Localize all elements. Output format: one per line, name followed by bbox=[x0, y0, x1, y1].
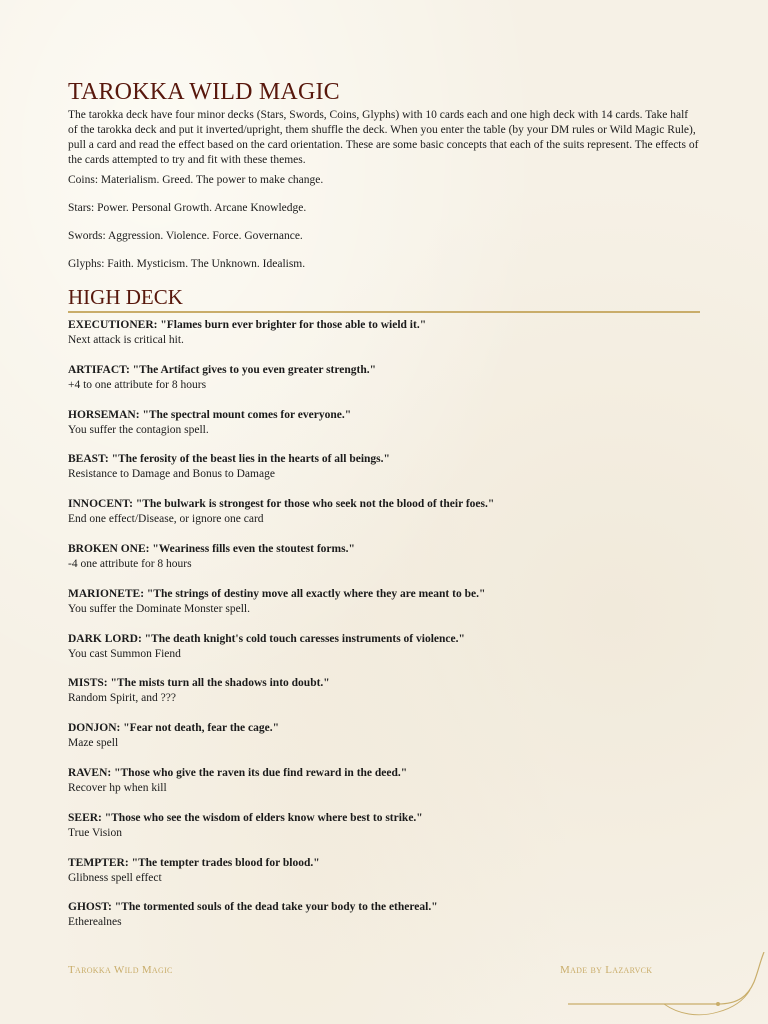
card-name: SEER: bbox=[68, 811, 102, 824]
card-quote: "The Artifact gives to you even greater strength." bbox=[132, 363, 377, 376]
footer-author: Made by Lazarvck bbox=[560, 964, 653, 976]
card-quote: "The tempter trades blood for blood." bbox=[131, 856, 320, 869]
card-title bbox=[68, 542, 700, 557]
card-title bbox=[68, 856, 700, 871]
card-title bbox=[68, 900, 700, 915]
page-title: TAROKKA WILD MAGIC bbox=[68, 79, 340, 105]
card-effect: Random Spirit, and ??? bbox=[68, 692, 176, 705]
card-title bbox=[68, 408, 700, 423]
card-name: MISTS: bbox=[68, 677, 108, 690]
card-entry bbox=[68, 811, 700, 856]
card-entry bbox=[68, 363, 700, 408]
card-effect: True Vision bbox=[68, 826, 122, 839]
card-entry bbox=[68, 587, 700, 632]
suit-swords: Swords: Aggression. Violence. Force. Governance. bbox=[68, 230, 303, 242]
card-effect: Resistance to Damage and Bonus to Damage bbox=[68, 468, 275, 481]
card-effect: End one effect/Disease, or ignore one card bbox=[68, 513, 264, 526]
card-title bbox=[68, 721, 700, 736]
card-effect: You suffer the contagion spell. bbox=[68, 423, 209, 436]
card-name: MARIONETE: bbox=[68, 587, 145, 600]
card-entry bbox=[68, 542, 700, 587]
document-page bbox=[68, 78, 700, 945]
card-quote: "The tormented souls of the dead take your body to the ethereal." bbox=[114, 901, 438, 914]
card-entry bbox=[68, 721, 700, 766]
card-quote: "The mists turn all the shadows into doubt." bbox=[110, 677, 330, 690]
suit-list bbox=[68, 173, 700, 272]
card-title bbox=[68, 452, 700, 467]
card-name: HORSEMAN: bbox=[68, 408, 140, 421]
card-effect: You cast Summon Fiend bbox=[68, 647, 181, 660]
card-title bbox=[68, 632, 700, 647]
card-entry bbox=[68, 900, 700, 945]
card-entry bbox=[68, 318, 700, 363]
card-name: INNOCENT: bbox=[68, 498, 133, 511]
intro-paragraph: The tarokka deck have four minor decks (Stars, Swords, Coins, Glyphs) with 10 cards each and one high deck with 14 cards. Take half of the tarokka deck and put it inverted/upright, them shuffle the deck. When you enter the table (by your DM rules or Wild Magic Rule), pull a card and read the effect based on the card orientation. These are some basic concepts that each of the suits represent. The effects of the cards attempted to try and fit with these themes. bbox=[68, 109, 699, 166]
page-corner-ornament bbox=[568, 952, 768, 1024]
card-quote: "The death knight's cold touch caresses instruments of violence." bbox=[144, 632, 465, 645]
card-name: DARK LORD: bbox=[68, 632, 142, 645]
card-quote: "Those who see the wisdom of elders know where best to strike." bbox=[104, 811, 423, 824]
card-name: GHOST: bbox=[68, 901, 112, 914]
card-entry bbox=[68, 676, 700, 721]
card-quote: "Fear not death, fear the cage." bbox=[123, 722, 280, 735]
suit-coins: Coins: Materialism. Greed. The power to make change. bbox=[68, 174, 324, 186]
section-heading-high-deck: HIGH DECK bbox=[68, 285, 700, 313]
card-title bbox=[68, 318, 700, 333]
card-name: BROKEN ONE: bbox=[68, 542, 150, 555]
card-quote: "Flames burn ever brighter for those able to wield it." bbox=[160, 319, 427, 331]
card-name: RAVEN: bbox=[68, 766, 112, 779]
card-quote: "The strings of destiny move all exactly where they are meant to be." bbox=[146, 587, 486, 600]
card-title bbox=[68, 497, 700, 512]
card-quote: "The bulwark is strongest for those who seek not the blood of their foes." bbox=[135, 498, 495, 511]
card-name: TEMPTER: bbox=[68, 856, 129, 869]
card-effect: Next attack is critical hit. bbox=[68, 334, 184, 346]
card-name: DONJON: bbox=[68, 722, 121, 735]
card-name: EXECUTIONER: bbox=[68, 319, 158, 331]
card-entry bbox=[68, 766, 700, 811]
card-title bbox=[68, 676, 700, 691]
card-entry bbox=[68, 856, 700, 901]
card-effect: Maze spell bbox=[68, 737, 119, 750]
card-effect: Recover hp when kill bbox=[68, 781, 167, 794]
card-title bbox=[68, 766, 700, 781]
card-entry bbox=[68, 497, 700, 542]
card-entry bbox=[68, 408, 700, 453]
card-entry bbox=[68, 632, 700, 677]
card-entry bbox=[68, 452, 700, 497]
card-title bbox=[68, 587, 700, 602]
card-quote: "Weariness fills even the stoutest forms." bbox=[152, 542, 355, 555]
card-list bbox=[68, 318, 700, 945]
card-name: ARTIFACT: bbox=[68, 363, 130, 376]
card-quote: "Those who give the raven its due find reward in the deed." bbox=[114, 766, 408, 779]
card-title bbox=[68, 363, 700, 378]
card-name: BEAST: bbox=[68, 453, 109, 466]
footer-document-title: Tarokka Wild Magic bbox=[68, 964, 173, 976]
card-title bbox=[68, 811, 700, 826]
suit-stars: Stars: Power. Personal Growth. Arcane Knowledge. bbox=[68, 202, 307, 214]
card-effect: -4 one attribute for 8 hours bbox=[68, 557, 192, 570]
card-quote: "The ferosity of the beast lies in the hearts of all beings." bbox=[111, 453, 390, 466]
card-effect: You suffer the Dominate Monster spell. bbox=[68, 602, 250, 615]
card-effect: +4 to one attribute for 8 hours bbox=[68, 378, 207, 391]
card-quote: "The spectral mount comes for everyone." bbox=[142, 408, 352, 421]
card-effect: Etherealnes bbox=[68, 916, 122, 929]
suit-glyphs: Glyphs: Faith. Mysticism. The Unknown. Idealism. bbox=[68, 258, 306, 270]
card-effect: Glibness spell effect bbox=[68, 871, 162, 884]
